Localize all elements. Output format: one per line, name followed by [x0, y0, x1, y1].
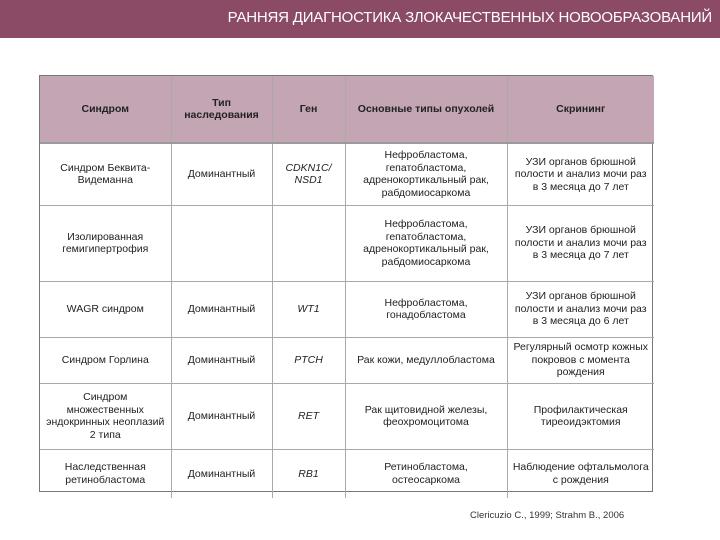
- tumors-cell: Рак щитовидной железы, феохромоцитома: [345, 383, 507, 449]
- column-header-tumors: Основные типы опухолей: [345, 76, 507, 143]
- table-row: [40, 337, 654, 383]
- screening-cell: УЗИ органов брюшной полости и анализ мочи раз в 3 месяца до 6 лет: [507, 281, 654, 337]
- inheritance-cell: Доминантный: [171, 383, 272, 449]
- inheritance-cell: [171, 205, 272, 281]
- syndrome-cell: Изолированная гемигипертрофия: [40, 205, 171, 281]
- slide-title: РАННЯЯ ДИАГНОСТИКА ЗЛОКАЧЕСТВЕННЫХ НОВООБРАЗОВАНИЙ: [227, 9, 712, 26]
- syndrome-cell: Синдром Горлина: [40, 337, 171, 383]
- title-bar: [0, 0, 720, 38]
- gene-cell: [272, 205, 345, 281]
- tumors-cell: Нефробластома, гепатобластома, адренокортикальный рак, рабдомиосаркома: [345, 205, 507, 281]
- tumors-cell: Ретинобластома, остеосаркома: [345, 449, 507, 498]
- table-row: [40, 205, 654, 281]
- inheritance-cell: Доминантный: [171, 337, 272, 383]
- syndrome-cell: Синдром Беквита-Видеманна: [40, 143, 171, 205]
- column-header-inheritance: Тип наследования: [171, 76, 272, 143]
- syndrome-cell: Наследственная ретинобластома: [40, 449, 171, 498]
- screening-cell: Наблюдение офтальмолога с рождения: [512, 461, 649, 486]
- table-row: [40, 143, 654, 205]
- inheritance-cell: Доминантный: [171, 143, 272, 205]
- citation: Clericuzio C., 1999; Strahm B., 2006: [470, 510, 625, 521]
- table-header-row: [40, 76, 654, 143]
- screening-cell: УЗИ органов брюшной полости и анализ мочи раз в 3 месяца до 7 лет: [507, 205, 654, 281]
- inheritance-cell: Доминантный: [171, 281, 272, 337]
- tumors-cell: Нефробластома, гонадобластома: [345, 281, 507, 337]
- gene-cell: RET: [272, 383, 345, 449]
- gene-cell: CDKN1C/ NSD1: [272, 143, 345, 205]
- gene-cell: RB1: [272, 449, 345, 498]
- screening-cell: Профилактическая тиреоидэктомия: [507, 383, 654, 449]
- gene-cell: PTCH: [272, 337, 345, 383]
- table-row: [40, 449, 654, 498]
- gene-cell: WT1: [272, 281, 345, 337]
- table-row: [40, 281, 654, 337]
- table-row: [40, 383, 654, 449]
- column-header-screening: Скрининг: [507, 76, 654, 143]
- syndrome-cell: Синдром множественных эндокринных неоплазий 2 типа: [40, 383, 171, 449]
- screening-cell: Регулярный осмотр кожных покровов с момента рождения: [507, 337, 654, 383]
- screening-cell: УЗИ органов брюшной полости и анализ мочи раз в 3 месяца до 7 лет: [507, 143, 654, 205]
- syndrome-table: [39, 75, 653, 492]
- tumors-cell: Нефробластома, гепатобластома, адренокортикальный рак, рабдомиосаркома: [345, 143, 507, 205]
- syndrome-cell: WAGR синдром: [40, 281, 171, 337]
- tumors-cell: Рак кожи, медуллобластома: [345, 337, 507, 383]
- column-header-syndrome: Синдром: [40, 76, 171, 143]
- column-header-gene: Ген: [272, 76, 345, 143]
- inheritance-cell: Доминантный: [171, 449, 272, 498]
